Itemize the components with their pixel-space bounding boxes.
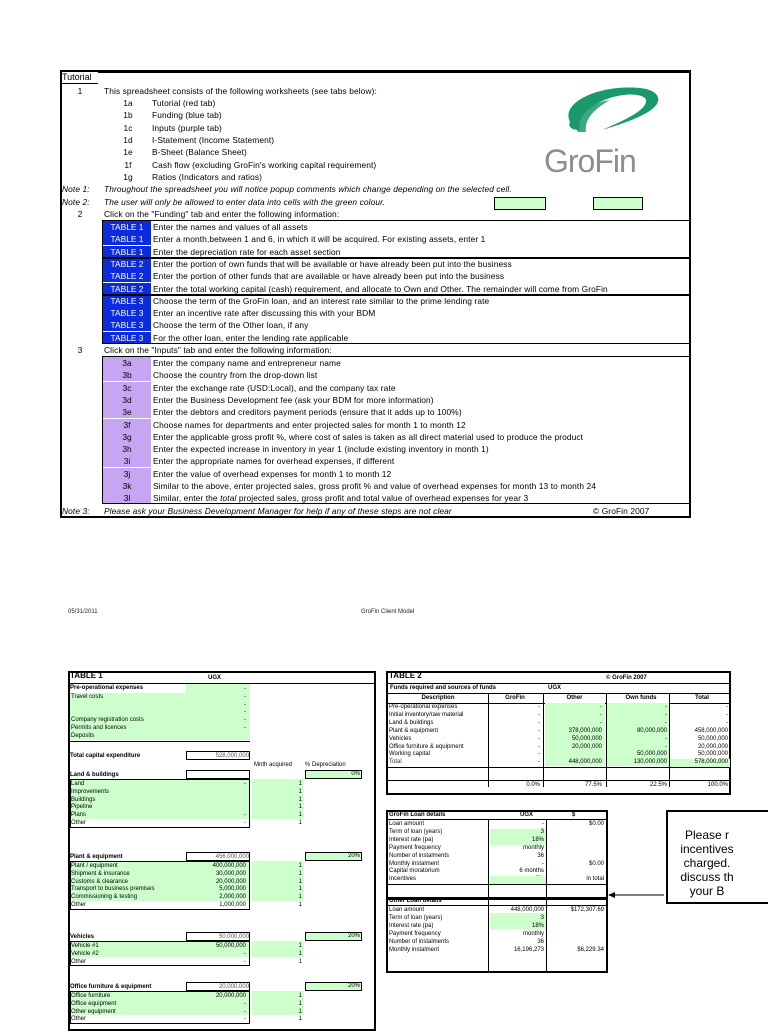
worksheet-code: 1f (124, 159, 132, 170)
step-number: 3 (77, 345, 83, 355)
text-part: projected sales, gross profit and total value of overhead expenses for year 3 (236, 493, 529, 504)
worksheet-label: Funding (blue tab) (152, 110, 222, 121)
worksheet-label: Cash flow (excluding GroFin's working capital requirement) (152, 159, 377, 170)
row-value: 5,000,000 (219, 886, 246, 893)
row-usd: in total (586, 876, 604, 883)
row-label: Other (71, 820, 87, 826)
popup-line: Please r (684, 828, 730, 842)
own-value: - (665, 704, 667, 710)
grofin-logo-text: GroFin (544, 143, 636, 179)
row-value: - (244, 781, 246, 787)
worksheet-label: I-Statement (Income Statement) (152, 134, 275, 145)
row-label: Interest rate (pa) (389, 922, 434, 929)
row-month: 1 (298, 812, 302, 819)
note3-label: Note 3: (62, 506, 90, 516)
table-tag: TABLE 3 (103, 307, 151, 319)
row-label: Payment frequency (389, 844, 441, 851)
worksheet-label: Tutorial (red tab) (152, 98, 216, 108)
row-value: - (244, 1000, 246, 1007)
table-tag: TABLE 2 (103, 258, 151, 270)
table-tag: TABLE 1 (103, 221, 151, 233)
pct-value: 100.0% (707, 782, 728, 788)
row-value: 1,000,000 (219, 902, 246, 908)
popup-line: discuss th (680, 870, 734, 884)
rule (386, 767, 731, 768)
row-value: 16,196,273 (513, 946, 544, 953)
row-label: Pre-operational expenses (389, 704, 458, 710)
instruction-text: Enter the value of overhead expenses for month 1 to month 12 (153, 468, 392, 479)
grofin-value: - (538, 704, 540, 710)
dep-value: 0% (351, 771, 360, 777)
other-value: - (600, 704, 602, 710)
own-value: - (665, 719, 667, 726)
row-label: Plant & equipment (389, 727, 439, 734)
green-input-sample[interactable] (494, 197, 546, 210)
pct-value: 77.5% (584, 782, 602, 788)
note1-label: Note 1: (62, 184, 90, 194)
row-month: 1 (298, 781, 302, 787)
row-label: Permits and licences (71, 725, 127, 732)
col-header: GroFin (505, 695, 525, 701)
input-tag: 3a (103, 357, 151, 369)
instruction-text: Enter the expected increase in inventory in year 1 (include existing inventory in month 1) (153, 444, 489, 455)
row-value: 18% (531, 922, 544, 929)
input-tag: 3g (103, 431, 151, 443)
total-value: - (726, 719, 728, 726)
other-value: 448,000,000 (568, 759, 602, 766)
grofin-loan-heading: GroFin Loan details (389, 812, 446, 818)
own-value: - (665, 735, 667, 742)
row-usd: $172,307.69 (570, 907, 604, 913)
instruction-text: Enter the portion of own funds that will be available or have already been put into the business (153, 258, 512, 269)
row-value: 3 (540, 828, 544, 835)
total-value: 528,000,000 (186, 751, 250, 760)
green-input-sample[interactable] (593, 197, 643, 210)
row-usd: $0.00 (588, 821, 604, 827)
col-divider (488, 819, 489, 973)
usd-label: $ (572, 812, 576, 818)
tutorial-title: Tutorial (62, 72, 98, 84)
popup-line: your B (689, 884, 725, 898)
table2-title: TABLE 2 (389, 671, 422, 680)
row-value: - (244, 812, 246, 819)
row-value: 3 (540, 914, 544, 921)
row-value: - (244, 717, 246, 724)
row-value: - (244, 950, 246, 957)
instruction-text: Enter a month,between 1 and 6, in which it will be acquired. For existing assets, enter 1 (153, 234, 486, 245)
section-heading: Office furniture & equipment (70, 984, 152, 990)
section-heading: Land & buildings (70, 772, 119, 778)
other-loan-heading: Other Loan details (389, 898, 442, 904)
row-label: Vehicle #1 (71, 943, 99, 949)
table-tag: TABLE 2 (103, 283, 151, 295)
row-month: 1 (298, 1008, 302, 1015)
dep-value: 20% (347, 933, 360, 939)
row-label: Travel costs (71, 694, 104, 700)
row-label: Other (71, 958, 87, 965)
instruction-text: Choose names for departments and enter projected sales for month 1 to month 12 (153, 419, 466, 430)
row-value: - (244, 1016, 246, 1023)
col-header: Description (421, 695, 455, 701)
table2-copyright: © GroFin 2007 (606, 675, 647, 681)
section-heading: Pre-operational expenses (70, 685, 144, 691)
row-label: Loan amount (389, 907, 425, 913)
instruction-text: Enter the depreciation rate for each asset section (153, 246, 341, 257)
total-value: - (726, 704, 728, 710)
worksheet-label: B-Sheet (Balance Sheet) (152, 147, 247, 158)
row-label: Capital moratorium (389, 868, 440, 875)
row-label: Company registration costs (71, 717, 144, 724)
row-value: - (244, 693, 246, 700)
other-value: - (600, 719, 602, 726)
row-month: 1 (298, 886, 302, 893)
copyright: © GroFin 2007 (593, 506, 650, 516)
row-value: 50,000,000 (215, 943, 246, 949)
note1-text: Throughout the spreadsheet you will notice popup comments which change depending on the selected cell. (104, 184, 512, 194)
col-header: % Depreciation (305, 762, 346, 768)
pct-value: 22.5% (649, 782, 667, 788)
row-label: Initial inventory/raw material (389, 711, 464, 718)
table-tag: TABLE 1 (103, 246, 151, 258)
own-value: - (665, 711, 667, 718)
row-value: 448,000,000 (510, 907, 544, 913)
row-label: Vehicle #2 (71, 950, 99, 957)
row-month: 1 (298, 894, 302, 901)
row-label: Other (71, 1016, 87, 1023)
row-month: 1 (298, 820, 302, 826)
worksheet-code: 1d (123, 134, 133, 145)
col-header: Other (566, 695, 583, 701)
dep-value: 20% (347, 853, 360, 859)
total-label: Total capital expenditure (70, 753, 141, 759)
worksheet-code: 1b (123, 110, 133, 121)
row-label: Land & buildings (389, 719, 434, 726)
row-month: 1 (298, 958, 302, 965)
note2-text: The user will only be allowed to enter data into cells with the green colour. (104, 197, 386, 207)
section-total: 20,000,000 (186, 982, 250, 991)
instruction-text: Choose the term of the GroFin loan, and an interest rate similar to the prime lending rate (153, 295, 490, 306)
row-value: 36 (537, 852, 544, 859)
grofin-value: - (538, 751, 540, 758)
row-value: monthly (522, 844, 544, 851)
row-month: 1 (298, 902, 302, 908)
group-border (102, 220, 691, 258)
row-value: - (244, 958, 246, 965)
instruction-text: Enter the applicable gross profit %, where cost of sales is taken as all direct material used to produce the product (153, 431, 584, 442)
total-value: 50,000,000 (697, 751, 728, 758)
row-label: Buildings (71, 796, 96, 803)
row-label: Monthly instalment (389, 946, 440, 953)
total-value: 20,000,000 (697, 743, 728, 750)
note2-label: Note 2: (62, 197, 90, 207)
row-month: 1 (298, 796, 302, 803)
row-month: 1 (298, 804, 302, 811)
grofin-value: - (538, 759, 540, 766)
input-tag: 3f (103, 419, 151, 431)
row-label: Office furniture & equipment (389, 743, 464, 750)
row-label: Number of instalments (389, 852, 450, 859)
print-title: GroFin Client Model (361, 609, 415, 615)
instruction-text: Enter the appropriate names for overhead expenses, if different (153, 456, 395, 467)
row-label: Payment frequency (389, 930, 441, 937)
col-divider (543, 693, 544, 787)
section-heading: Plant & equipment (70, 854, 123, 860)
input-tag: 3i (103, 455, 151, 467)
total-value: 50,000,000 (697, 735, 728, 742)
total-value: 458,000,000 (694, 727, 728, 734)
worksheet-code: 1g (123, 171, 133, 182)
step-number: 1 (77, 86, 83, 96)
input-tag: 3l (103, 492, 151, 504)
input-tag: 3k (103, 480, 151, 492)
table-tag: TABLE 2 (103, 270, 151, 282)
grofin-value: - (538, 719, 540, 726)
row-label: Deposits (71, 733, 95, 739)
worksheet-label: Ratios (Indicators and ratios) (152, 171, 263, 182)
row-usd: $0.00 (588, 860, 604, 867)
group-border (102, 295, 691, 344)
row-label: Other (71, 902, 87, 908)
row-label: Number of instalments (389, 938, 450, 945)
row-month: 1 (298, 1016, 302, 1023)
row-label: Vehicles (389, 735, 412, 742)
row-value: 20,000,000 (215, 993, 246, 999)
instruction-text: Enter the total working capital (cash) requirement, and allocate to Own and Other. The remainder will come from GroFin (153, 283, 608, 294)
popup-line: charged. (683, 856, 731, 870)
col-header: Mnth acquired (254, 762, 293, 768)
group-border (102, 356, 691, 504)
instruction-text: Enter the Business Development fee (ask your BDM for more information) (153, 394, 434, 405)
instruction-text: Enter the names and values of all assets (153, 222, 308, 232)
grofin-value: - (538, 743, 540, 750)
input-tag: 3d (103, 394, 151, 406)
row-month: 1 (298, 993, 302, 999)
step-text: Click on the "Inputs" tab and enter the following information: (104, 345, 332, 355)
row-month: 1 (298, 788, 302, 795)
row-label: Working capital (389, 751, 430, 758)
row-label: Customs & clearance (71, 878, 129, 885)
row-label: Plant / equipment (71, 863, 118, 869)
other-value: - (600, 711, 602, 718)
instruction-text: Choose the term of the Other loan, if any (153, 320, 309, 331)
col-divider (669, 693, 670, 787)
table-tag: TABLE 3 (103, 295, 151, 307)
row-value: - (244, 725, 246, 731)
row-month: 1 (298, 943, 302, 949)
worksheet-code: 1c (123, 122, 133, 133)
section-total (186, 770, 250, 779)
input-block[interactable] (490, 876, 546, 884)
row-value: - (542, 860, 544, 867)
instruction-text: Enter the debtors and creditors payment periods (ensure that it adds up to 100%) (153, 407, 462, 418)
col-divider (546, 819, 547, 973)
arrow-icon (608, 890, 666, 900)
text-part: Similar, enter the (153, 493, 221, 504)
row-value: - (244, 701, 246, 708)
input-tag: 3b (103, 369, 151, 381)
table2-currency: UGX (548, 685, 562, 691)
other-value: 20,000,000 (571, 743, 602, 750)
row-value: - (244, 1008, 246, 1015)
row-label: Office equipment (71, 1000, 117, 1007)
group-border (102, 258, 691, 295)
step-number: 2 (77, 209, 83, 219)
input-tag: 3c (103, 382, 151, 394)
row-value: 18% (531, 836, 544, 843)
row-value: 36 (537, 938, 544, 945)
worksheet-code: 1e (123, 147, 133, 158)
table-tag: TABLE 1 (103, 233, 151, 245)
row-label: Term of loan (years) (389, 828, 443, 835)
row-label: Loan amount (389, 821, 425, 827)
row-value: monthly (522, 930, 544, 937)
instruction-text: Choose the country from the drop-down list (153, 370, 318, 381)
row-value: - (244, 686, 246, 692)
input-tag: 3h (103, 443, 151, 455)
row-value: 2,000,000 (219, 894, 246, 901)
row-label: Interest rate (pa) (389, 836, 434, 843)
row-label: Pipeline (71, 804, 93, 811)
own-value: 130,000,000 (633, 759, 667, 766)
input-tag: 3j (103, 468, 151, 480)
own-value: - (665, 743, 667, 750)
instruction-text: Enter the exchange rate (USD:Local), and the company tax rate (153, 382, 396, 393)
grofin-value: - (538, 727, 540, 734)
other-value: 50,000,000 (571, 735, 602, 742)
dep-value: 20% (347, 983, 360, 989)
instruction-text: Enter an incentive rate after discussing this with your BDM (153, 308, 376, 319)
instruction-text: Enter the portion of other funds that are available or have already been put into the business (153, 271, 505, 282)
row-label: Incentives (389, 876, 417, 883)
row-month: 1 (298, 1000, 302, 1007)
row-month: 1 (298, 878, 302, 885)
table-tag: TABLE 3 (103, 319, 151, 331)
row-value: 400,000,000 (212, 863, 246, 869)
table1-currency: UGX (208, 675, 222, 681)
section-heading: Vehicles (70, 934, 95, 940)
row-value: 6 months (519, 868, 544, 875)
row-label: Land (71, 781, 85, 787)
row-month: 1 (298, 870, 302, 877)
instruction-text: For the other loan, enter the lending rate applicable (153, 332, 349, 343)
table1-title: TABLE 1 (70, 671, 103, 680)
grofin-value: - (538, 735, 540, 742)
row-label: Other equipment (71, 1008, 116, 1015)
row-label: Term of loan (years) (389, 914, 443, 921)
section-total: 456,000,000 (186, 852, 250, 861)
total-value: - (726, 711, 728, 718)
own-value: 50,000,000 (636, 751, 667, 758)
row-month: 1 (298, 950, 302, 957)
rule (70, 741, 250, 742)
row-label: Total (389, 759, 402, 766)
col-header: Own funds (625, 695, 657, 701)
row-usd: $6,229.34 (577, 946, 604, 953)
step-text: This spreadsheet consists of the following worksheets (see tabs below): (104, 86, 377, 96)
row-value: 20,000,000 (215, 878, 246, 885)
own-value: 80,000,000 (636, 727, 667, 734)
row-label: Shipment & insurance (71, 870, 130, 877)
row-value: 30,000,000 (215, 870, 246, 877)
row-label: Transport to business premises (71, 886, 155, 893)
instruction-text: Similar to the above, enter projected sales, gross profit % and value of overhead expenses for month 13 to month 24 (153, 481, 597, 491)
popup-line: incentives (680, 842, 734, 856)
row-label: Office furniture (71, 993, 111, 999)
print-date: 05/31/2011 (68, 609, 98, 615)
currency-label: UGX (520, 812, 534, 818)
row-label: Commissioning & testing (71, 894, 138, 901)
total-value: 578,000,000 (694, 759, 728, 766)
row-value: - (244, 820, 246, 826)
col-divider (488, 693, 489, 787)
row-value: - (542, 821, 544, 827)
row-label: Improvements (71, 788, 110, 795)
table-tag: TABLE 3 (103, 332, 151, 344)
row-month: 1 (298, 863, 302, 869)
worksheet-label: Inputs (purple tab) (152, 122, 222, 133)
section-total: 50,000,000 (186, 932, 250, 941)
table2-subtitle: Funds required and sources of funds (390, 685, 497, 691)
grofin-value: - (538, 711, 540, 718)
text-emphasis: total (220, 493, 237, 504)
input-tag: 3e (103, 406, 151, 418)
other-value: 378,000,000 (568, 727, 602, 734)
instruction-text: Enter the company name and entrepreneur name (153, 358, 341, 368)
note3-text: Please ask your Business Development Manager for help if any of these steps are not clear (104, 506, 452, 516)
col-divider (606, 693, 607, 787)
pct-value: 0.0% (526, 782, 540, 788)
row-label: Monthly instalment (389, 860, 440, 867)
step-text: Click on the "Funding" tab and enter the following information: (104, 209, 340, 219)
rule (386, 884, 608, 885)
row-label: Plans (71, 812, 87, 819)
row-value: - (244, 709, 246, 716)
col-header: Total (695, 695, 709, 701)
worksheet-code: 1a (123, 98, 133, 108)
